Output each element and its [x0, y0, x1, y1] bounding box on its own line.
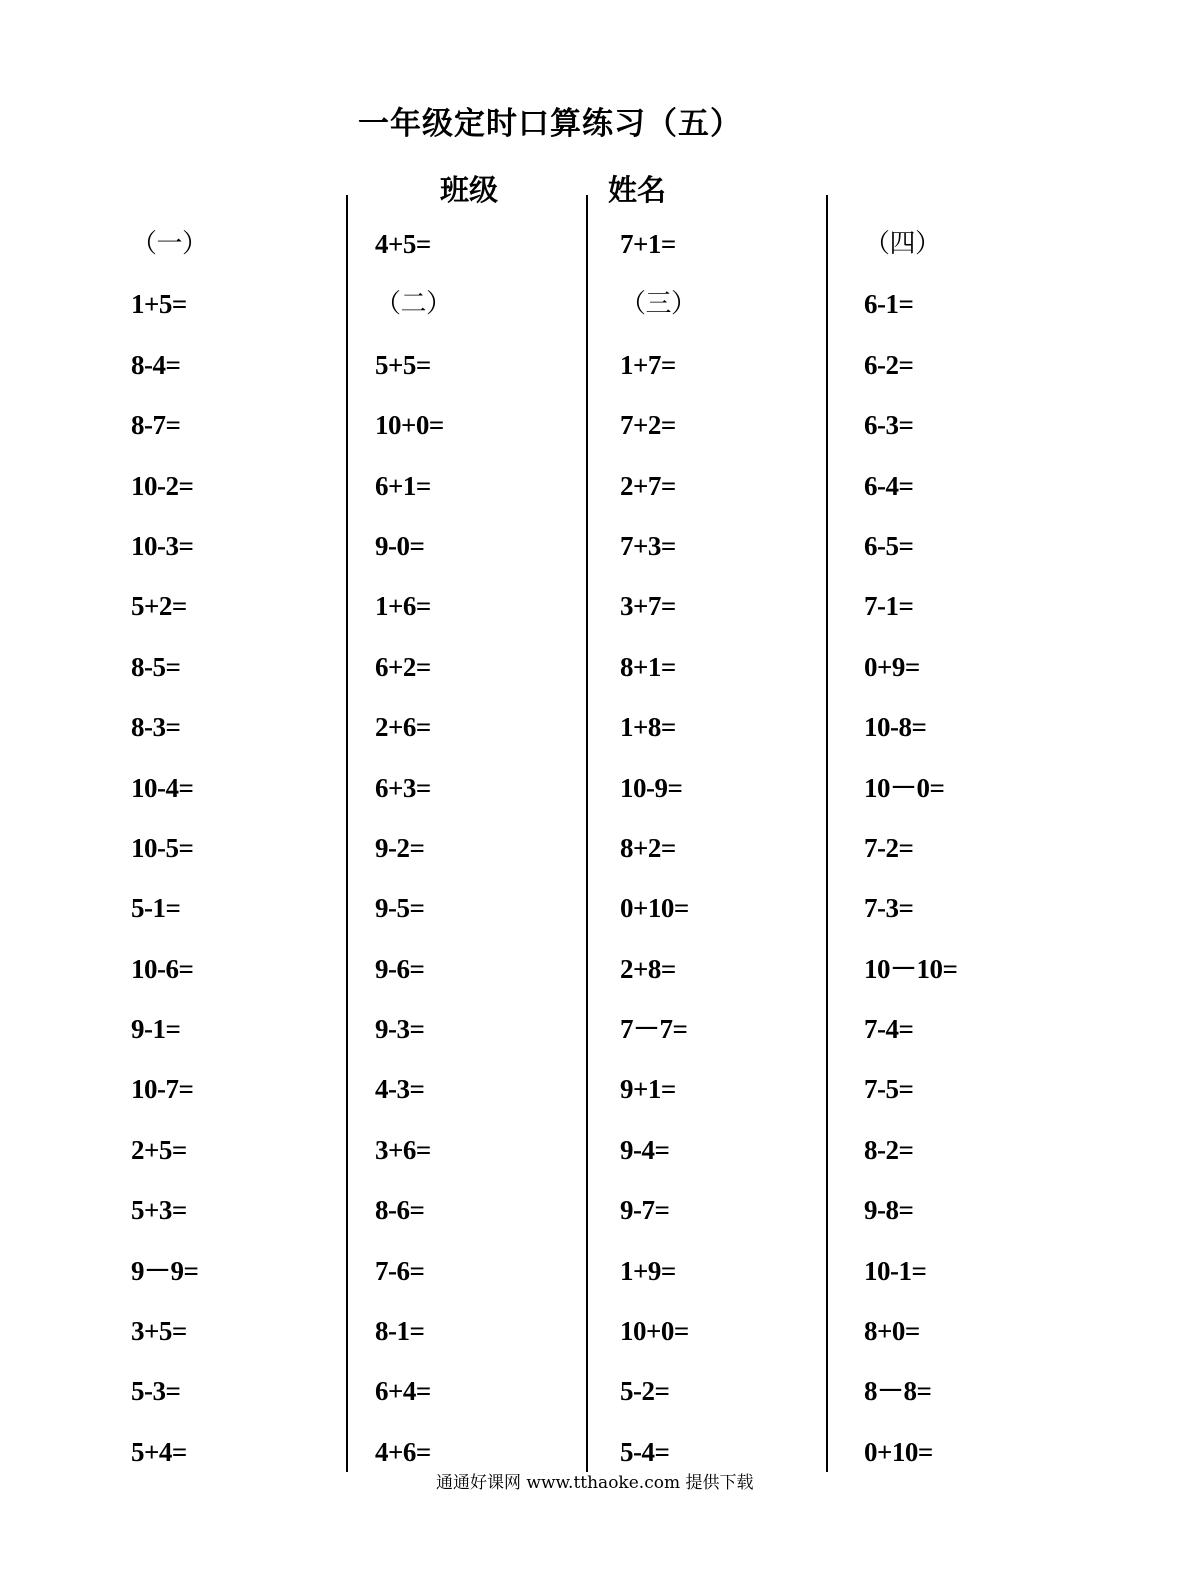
math-problem: 1+8=: [620, 712, 676, 743]
math-problem: 10-5=: [131, 832, 194, 863]
math-problem: 9-0=: [375, 530, 425, 561]
math-problem: 8-6=: [375, 1195, 425, 1226]
math-problem: 5+2=: [131, 591, 187, 622]
math-problem: 10-8=: [864, 712, 927, 743]
math-problem: 9-4=: [620, 1134, 670, 1165]
math-problem: 6-4=: [864, 470, 914, 501]
math-problem: 9+1=: [620, 1074, 676, 1105]
math-problem: 4+5=: [375, 229, 431, 259]
math-problem: 10-2=: [131, 470, 194, 501]
math-problem: 9-7=: [620, 1195, 670, 1226]
math-problem: 8-5=: [131, 651, 181, 682]
math-problem: 8-1=: [375, 1316, 425, 1347]
math-problem: 9-8=: [864, 1195, 914, 1226]
name-label: 姓名: [608, 173, 667, 207]
math-problem: 1+6=: [375, 591, 431, 622]
math-problem: 10-1=: [864, 1255, 927, 1286]
math-problem: 7-6=: [375, 1255, 425, 1286]
math-problem: 8-7=: [131, 410, 181, 441]
math-problem: 5+5=: [375, 349, 431, 380]
math-problem: 3+7=: [620, 591, 676, 622]
math-problem: 8+0=: [864, 1316, 920, 1347]
problem-column-1: [131, 214, 356, 1482]
math-problem: 6+3=: [375, 772, 431, 803]
math-problem: 7+3=: [620, 530, 676, 561]
section-heading: （四）: [864, 229, 941, 259]
math-problem: 10+0=: [375, 410, 444, 441]
math-problem: 6+1=: [375, 470, 431, 501]
math-problem: 7+1=: [620, 229, 676, 259]
math-problem: 5+4=: [131, 1436, 187, 1467]
problem-column-2: [375, 214, 600, 1482]
math-problem: 0+9=: [864, 651, 920, 682]
math-problem: 8-3=: [131, 712, 181, 743]
math-problem: 7-4=: [864, 1014, 914, 1045]
math-problem: 6+2=: [375, 651, 431, 682]
math-problem: 5-1=: [131, 893, 181, 924]
math-problem: 9-5=: [375, 893, 425, 924]
footer-credit: 通通好课网 www.tthaoke.com 提供下载: [436, 1473, 754, 1493]
math-problem: 9-1=: [131, 1014, 181, 1045]
math-problem: 8+1=: [620, 651, 676, 682]
problem-column-4: [864, 214, 1089, 1482]
section-heading: （三）: [620, 289, 697, 320]
math-problem: 8+2=: [620, 832, 676, 863]
math-problem: 10-4=: [131, 772, 194, 803]
math-problem: 7+2=: [620, 410, 676, 441]
math-problem: 1+7=: [620, 349, 676, 380]
math-problem: 4-3=: [375, 1074, 425, 1105]
math-problem: 3+6=: [375, 1134, 431, 1165]
problem-column-3: [620, 214, 845, 1482]
math-problem: 8-4=: [131, 349, 181, 380]
math-problem: 2+7=: [620, 470, 676, 501]
math-problem: 8-2=: [864, 1134, 914, 1165]
class-label: 班级: [440, 173, 499, 207]
math-problem: 7－7=: [620, 1014, 688, 1045]
math-problem: 9-3=: [375, 1014, 425, 1045]
math-problem: 4+6=: [375, 1436, 431, 1467]
math-problem: 10-6=: [131, 953, 194, 984]
math-problem: 5-4=: [620, 1436, 670, 1467]
math-problem: 2+5=: [131, 1134, 187, 1165]
math-problem: 5-2=: [620, 1376, 670, 1407]
math-problem: 9-6=: [375, 953, 425, 984]
math-problem: 7-1=: [864, 591, 914, 622]
math-problem: 6-2=: [864, 349, 914, 380]
section-heading: （二）: [375, 289, 452, 320]
math-problem: 10-3=: [131, 530, 194, 561]
math-problem: 7-2=: [864, 832, 914, 863]
math-problem: 0+10=: [620, 893, 689, 924]
math-problem: 6-5=: [864, 530, 914, 561]
math-problem: 5-3=: [131, 1376, 181, 1407]
math-problem: 0+10=: [864, 1436, 933, 1467]
math-problem: 2+6=: [375, 712, 431, 743]
math-problem: 10+0=: [620, 1316, 689, 1347]
math-problem: 8－8=: [864, 1376, 932, 1407]
math-problem: 10-9=: [620, 772, 683, 803]
math-problem: 6-3=: [864, 410, 914, 441]
section-heading: （一）: [131, 229, 208, 259]
math-problem: 7-5=: [864, 1074, 914, 1105]
math-problem: 10－0=: [864, 772, 945, 803]
math-problem: 6+4=: [375, 1376, 431, 1407]
math-problem: 1+5=: [131, 289, 187, 320]
math-problem: 6-1=: [864, 289, 914, 320]
page-title: 一年级定时口算练习（五）: [358, 106, 742, 142]
math-problem: 2+8=: [620, 953, 676, 984]
math-problem: 10－10=: [864, 953, 958, 984]
math-problem: 9－9=: [131, 1255, 199, 1286]
math-problem: 5+3=: [131, 1195, 187, 1226]
math-problem: 7-3=: [864, 893, 914, 924]
math-problem: 3+5=: [131, 1316, 187, 1347]
math-problem: 1+9=: [620, 1255, 676, 1286]
math-problem: 9-2=: [375, 832, 425, 863]
math-problem: 10-7=: [131, 1074, 194, 1105]
